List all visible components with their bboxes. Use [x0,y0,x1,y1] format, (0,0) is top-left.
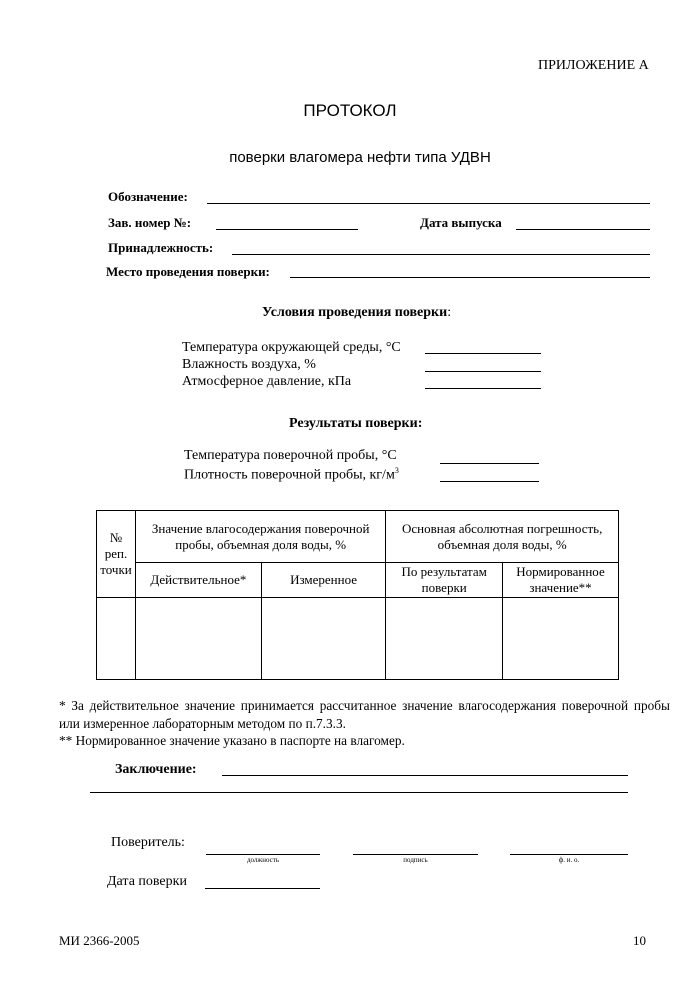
table-cell[interactable] [135,598,261,680]
verifier-name-caption: ф. и. о. [558,856,580,864]
col-group-moisture: Значение влагосодержания поверочной пробы, объемная доля воды, % [135,511,385,563]
verifier-signature-line [353,854,478,855]
conclusion-label: Заключение: [115,762,197,777]
release-date-label: Дата выпуска [420,215,502,230]
verifier-position-line [206,854,320,855]
conclusion-line-1 [222,775,628,776]
document-code: МИ 2366-2005 [59,933,140,948]
table-cell[interactable] [97,598,136,680]
page-title: ПРОТОКОЛ [303,101,397,120]
condition-humidity: Влажность воздуха, % [182,357,316,372]
verifier-position-caption: должность [246,856,280,864]
place-label: Место проведения поверки: [106,264,270,279]
result-sample-temperature: Температура поверочной пробы, °С [184,448,397,463]
owner-line [232,254,650,255]
table-cell[interactable] [261,598,386,680]
condition-humidity-line [425,371,541,372]
condition-temperature: Температура окружающей среды, °С [182,340,401,355]
result-sample-temperature-line [440,463,539,464]
appendix-label: ПРИЛОЖЕНИЕ А [538,58,649,73]
table-cell[interactable] [503,598,619,680]
verifier-label: Поверитель: [111,835,185,850]
result-sample-density: Плотность поверочной пробы, $кг/м^3$ [184,466,399,483]
serial-line [216,229,358,230]
verify-date-line [205,888,320,889]
results-table [96,510,619,680]
condition-pressure-line [425,388,541,389]
conditions-heading: Условия проведения поверки: [262,305,452,320]
page-number: 10 [633,933,646,948]
col-actual: Действительное* [135,563,261,598]
serial-label: Зав. номер №: [108,215,192,230]
result-sample-density-line [440,481,539,482]
footnote-normalized: ** Нормированное значение указано в паспорте на влагомер. [59,733,405,748]
col-measured: Измеренное [261,563,386,598]
col-group-error: Основная абсолютная погрешность, объемная доля воды, % [386,511,619,563]
verify-date-label: Дата поверки [107,874,187,889]
conclusion-line-2 [90,792,628,793]
table-row [97,598,619,680]
table-cell[interactable] [386,598,503,680]
verifier-signature-caption: подпись [403,856,428,864]
condition-pressure: Атмосферное давление, кПа [182,374,352,389]
results-heading: Результаты поверки: [289,416,423,431]
footnote-actual: * За действительное значение принимается рассчитанное значение влагосодержания поверочной пробы или измеренное лабораторным методом по п.7.3.3. [59,698,670,731]
owner-label: Принадлежность: [108,240,214,255]
place-line [290,277,650,278]
col-normalized: Нормированное значение** [503,563,619,598]
col-point-number: № реп. точки [97,511,136,598]
verifier-name-line [510,854,628,855]
col-by-results: По результатам поверки [386,563,503,598]
page-subtitle: поверки влагомера нефти типа УДВН [229,149,491,166]
designation-label: Обозначение: [108,189,188,204]
release-date-line [516,229,650,230]
condition-temperature-line [425,353,541,354]
designation-line [207,203,650,204]
